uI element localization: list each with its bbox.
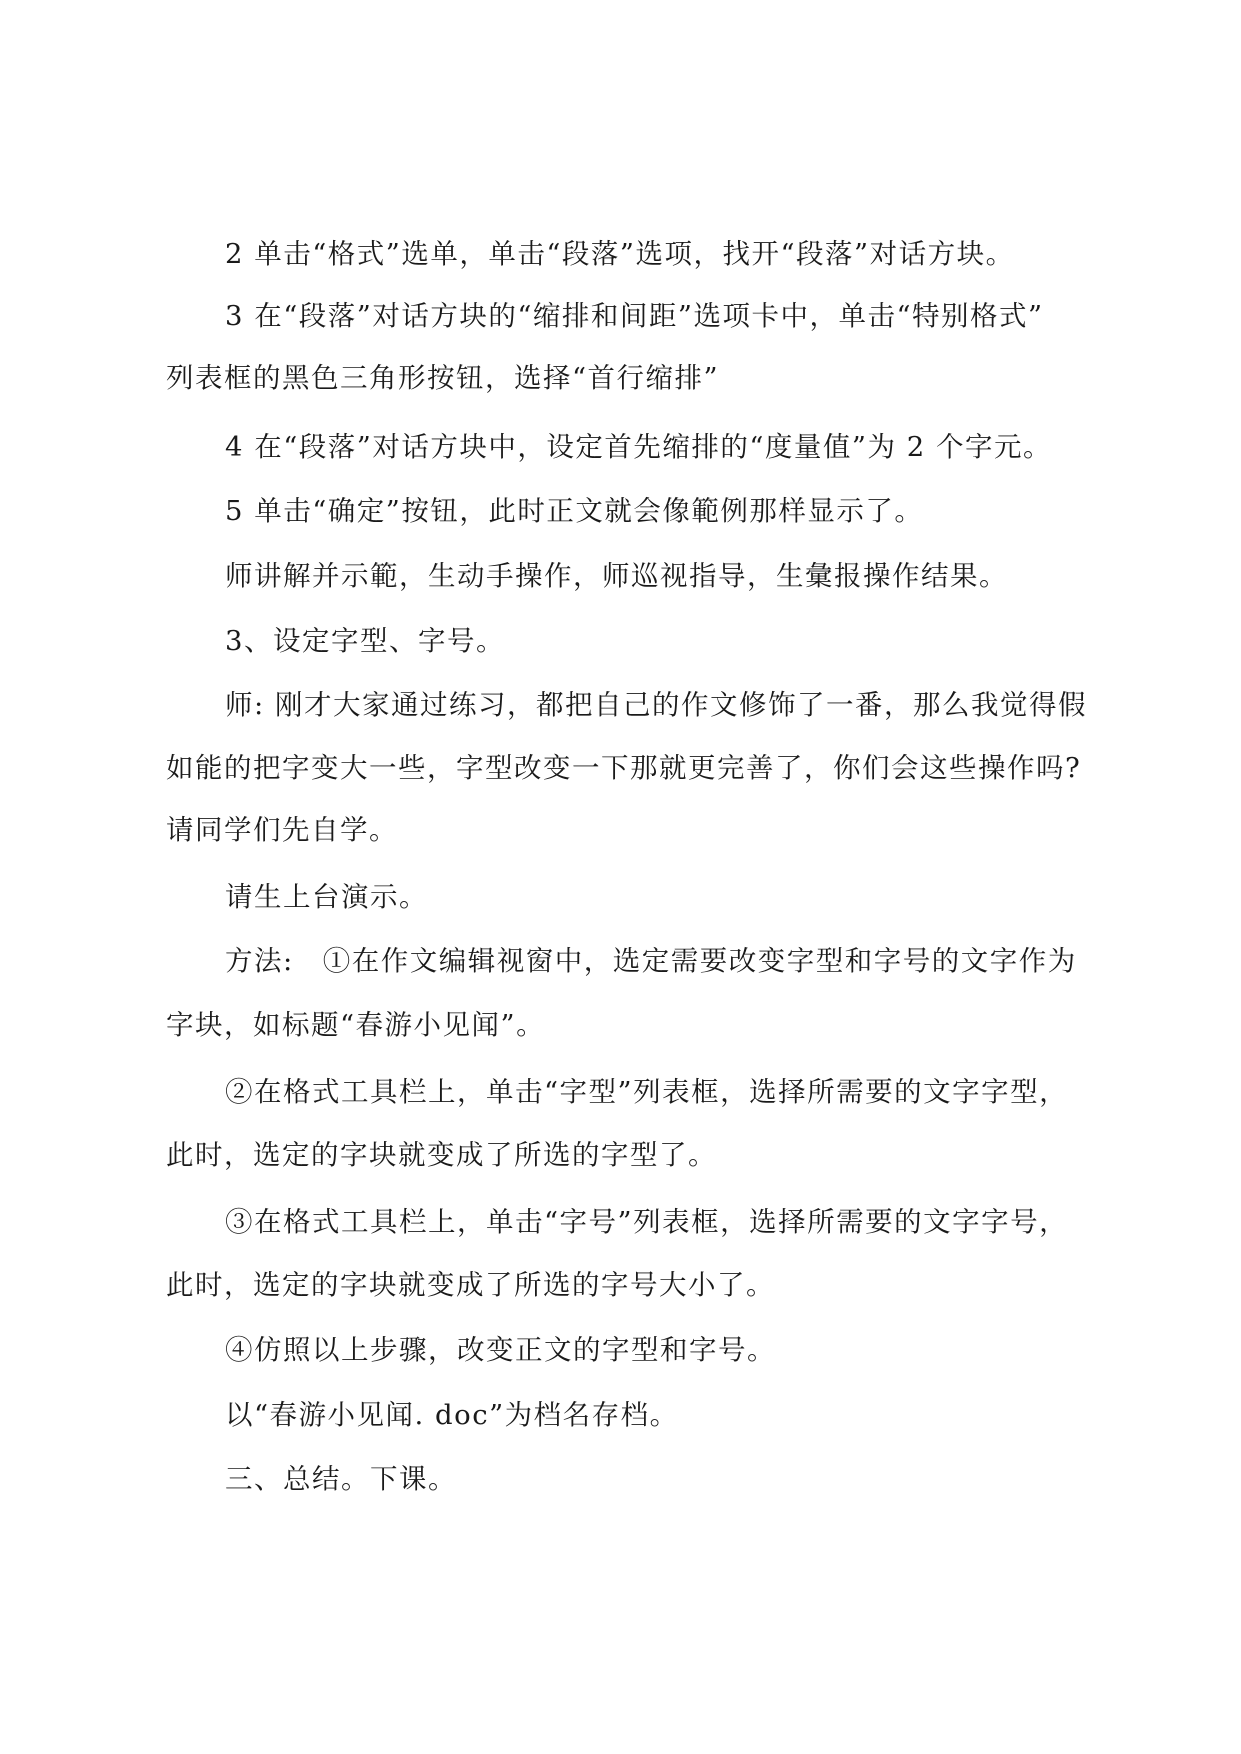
method-step-3-line-1: ③在格式工具栏上，单击“字号”列表框，选择所需要的文字字号， (225, 1206, 1069, 1238)
summary-heading: 三、总结。下课。 (225, 1463, 457, 1495)
save-file-line: 以“春游小见闻. doc”为档名存档。 (225, 1399, 679, 1431)
method-step-3-line-2: 此时，选定的字块就变成了所选的字号大小了。 (166, 1269, 775, 1301)
method-step-2-line-1: ②在格式工具栏上，单击“字型”列表框，选择所需要的文字字型， (225, 1076, 1069, 1108)
step-3-line-1: 3 在“段落”对话方块的“缩排和间距”选项卡中，单击“特别格式” (225, 300, 1044, 332)
student-demo-line: 请生上台演示。 (225, 881, 428, 913)
teacher-remark-line-2: 如能的把字变大一些，字型改变一下那就更完善了，你们会这些操作吗? (166, 752, 1082, 784)
step-5-line: 5 单击“确定”按钮，此时正文就会像範例那样显示了。 (225, 495, 924, 527)
teacher-remark-line-1: 师: 刚才大家通过练习，都把自己的作文修饰了一番，那么我觉得假 (225, 689, 1088, 721)
teacher-demo-line: 师讲解并示範，生动手操作，师巡视指导，生彙报操作结果。 (225, 560, 1008, 592)
step-4-line: 4 在“段落”对话方块中，设定首先缩排的“度量值”为 2 个字元。 (225, 431, 1052, 463)
step-2-line: 2 单击“格式”选单，单击“段落”选项，找开“段落”对话方块。 (225, 238, 1015, 270)
method-step-1-line-1: 方法: ①在作文编辑视窗中，选定需要改变字型和字号的文字作为 (225, 945, 1077, 977)
section-3-heading: 3、设定字型、字号。 (225, 625, 505, 657)
method-step-4-line: ④仿照以上步骤，改变正文的字型和字号。 (225, 1334, 776, 1366)
method-step-2-line-2: 此时，选定的字块就变成了所选的字型了。 (166, 1139, 717, 1171)
method-step-1-line-2: 字块，如标题“春游小见闻”。 (166, 1009, 546, 1041)
step-3-line-2: 列表框的黑色三角形按钮，选择“首行缩排” (166, 362, 720, 394)
teacher-remark-line-3: 请同学们先自学。 (166, 814, 398, 846)
